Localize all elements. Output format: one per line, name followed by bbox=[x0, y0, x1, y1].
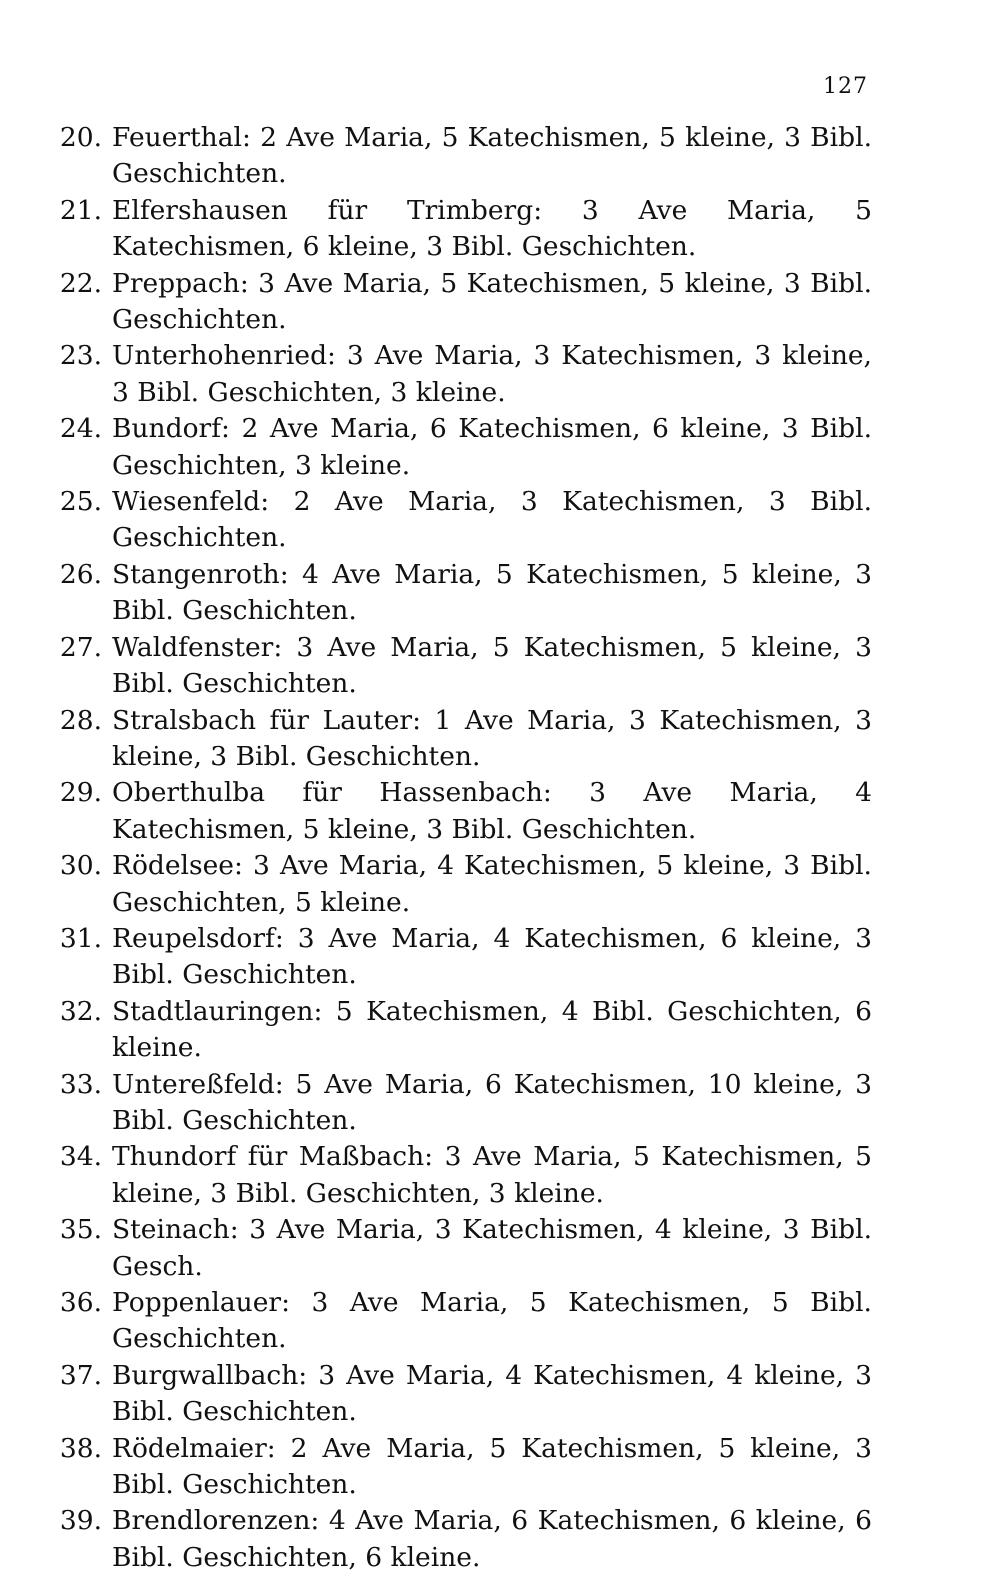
entry-number: 39. bbox=[59, 1505, 102, 1537]
entry-number: 24. bbox=[59, 413, 102, 445]
entry-list bbox=[40, 120, 872, 1576]
entry-number: 33. bbox=[59, 1068, 102, 1100]
entry-number: 22. bbox=[59, 267, 102, 299]
entry-text: Stralsbach für Lauter: 1 Ave Maria, 3 Katechismen, 3 kleine, 3 Bibl. Geschichten. bbox=[112, 704, 872, 772]
entry-number: 38. bbox=[59, 1432, 102, 1464]
entry-text: Untereßfeld: 5 Ave Maria, 6 Katechismen, 10 kleine, 3 Bibl. Geschichten. bbox=[112, 1068, 872, 1136]
entry-text: Stadtlauringen: 5 Katechismen, 4 Bibl. Geschichten, 6 kleine. bbox=[112, 995, 872, 1064]
list-item-26 bbox=[40, 557, 872, 630]
list-item-20 bbox=[40, 120, 872, 193]
list-item-34 bbox=[40, 1139, 872, 1212]
entry-number: 26. bbox=[59, 558, 102, 590]
list-item-35 bbox=[40, 1212, 872, 1285]
entry-text: Oberthulba für Hassenbach: 3 Ave Maria, 4 Katechismen, 5 kleine, 3 Bibl. Geschichten. bbox=[112, 777, 872, 845]
entry-number: 36. bbox=[59, 1287, 102, 1318]
list-item-37 bbox=[40, 1358, 872, 1431]
entry-text: Poppenlauer: 3 Ave Maria, 5 Katechismen, 5 Bibl. Geschichten. bbox=[112, 1287, 872, 1355]
entry-text: Brendlorenzen: 4 Ave Maria, 6 Katechismen, 6 kleine, 6 Bibl. Geschichten, 6 kleine. bbox=[112, 1505, 872, 1573]
entry-number: 34. bbox=[59, 1141, 102, 1173]
entry-text: Thundorf für Maßbach: 3 Ave Maria, 5 Katechismen, 5 kleine, 3 Bibl. Geschichten, 3 kleine. bbox=[112, 1141, 872, 1209]
list-item-38 bbox=[40, 1431, 872, 1504]
entry-text: Rödelsee: 3 Ave Maria, 4 Katechismen, 5 kleine, 3 Bibl. Geschichten, 5 kleine. bbox=[112, 850, 872, 918]
entry-number: 30. bbox=[59, 850, 102, 882]
entry-text: Waldfenster: 3 Ave Maria, 5 Katechismen, 5 kleine, 3 Bibl. Geschichten. bbox=[112, 631, 872, 700]
entry-text: Rödelmaier: 2 Ave Maria, 5 Katechismen, 5 kleine, 3 Bibl. Geschichten. bbox=[112, 1432, 872, 1501]
list-item-24 bbox=[40, 411, 872, 484]
entry-number: 29. bbox=[59, 777, 102, 809]
list-item-39 bbox=[40, 1503, 872, 1576]
entry-text: Wiesenfeld: 2 Ave Maria, 3 Katechismen, 3 Bibl. Geschichten. bbox=[112, 486, 872, 554]
list-item-23 bbox=[40, 338, 872, 411]
list-item-25 bbox=[40, 484, 872, 557]
list-item-22 bbox=[40, 266, 872, 339]
entry-number: 27. bbox=[59, 631, 102, 663]
entry-number: 23. bbox=[59, 340, 102, 372]
entry-number: 31. bbox=[59, 922, 102, 954]
entry-number: 21. bbox=[59, 194, 102, 226]
entry-number: 35. bbox=[59, 1214, 102, 1246]
entry-text: Bundorf: 2 Ave Maria, 6 Katechismen, 6 kleine, 3 Bibl. Geschichten, 3 kleine. bbox=[112, 413, 872, 481]
list-item-27 bbox=[40, 630, 872, 703]
list-item-21 bbox=[40, 193, 872, 266]
list-item-33 bbox=[40, 1067, 872, 1140]
list-item-32 bbox=[40, 994, 872, 1067]
list-item-28 bbox=[40, 703, 872, 776]
list-item-30 bbox=[40, 848, 872, 921]
entry-text: Stangenroth: 4 Ave Maria, 5 Katechismen, 5 kleine, 3 Bibl. Geschichten. bbox=[112, 558, 872, 627]
entry-number: 25. bbox=[59, 486, 102, 518]
entry-text: Elfershausen für Trimberg: 3 Ave Maria, 5 Katechismen, 6 kleine, 3 Bibl. Geschichten. bbox=[112, 194, 872, 263]
entry-text: Reupelsdorf: 3 Ave Maria, 4 Katechismen, 6 kleine, 3 Bibl. Geschichten. bbox=[112, 922, 872, 991]
entry-text: Unterhohenried: 3 Ave Maria, 3 Katechismen, 3 kleine, 3 Bibl. Geschichten, 3 kleine. bbox=[112, 340, 872, 408]
entry-number: 32. bbox=[59, 995, 102, 1027]
entry-number: 20. bbox=[59, 122, 102, 153]
entry-text: Burgwallbach: 3 Ave Maria, 4 Katechismen, 4 kleine, 3 Bibl. Geschichten. bbox=[112, 1359, 872, 1428]
entry-number: 28. bbox=[59, 704, 102, 736]
entry-text: Steinach: 3 Ave Maria, 3 Katechismen, 4 kleine, 3 Bibl. Gesch. bbox=[112, 1214, 872, 1282]
list-item-29 bbox=[40, 775, 872, 848]
entry-text: Feuerthal: 2 Ave Maria, 5 Katechismen, 5 kleine, 3 Bibl. Geschichten. bbox=[112, 122, 872, 190]
page-number: 127 bbox=[823, 74, 868, 99]
entry-number: 37. bbox=[59, 1359, 102, 1391]
list-item-36 bbox=[40, 1285, 872, 1358]
list-item-31 bbox=[40, 921, 872, 994]
entry-text: Preppach: 3 Ave Maria, 5 Katechismen, 5 kleine, 3 Bibl. Geschichten. bbox=[112, 267, 872, 336]
